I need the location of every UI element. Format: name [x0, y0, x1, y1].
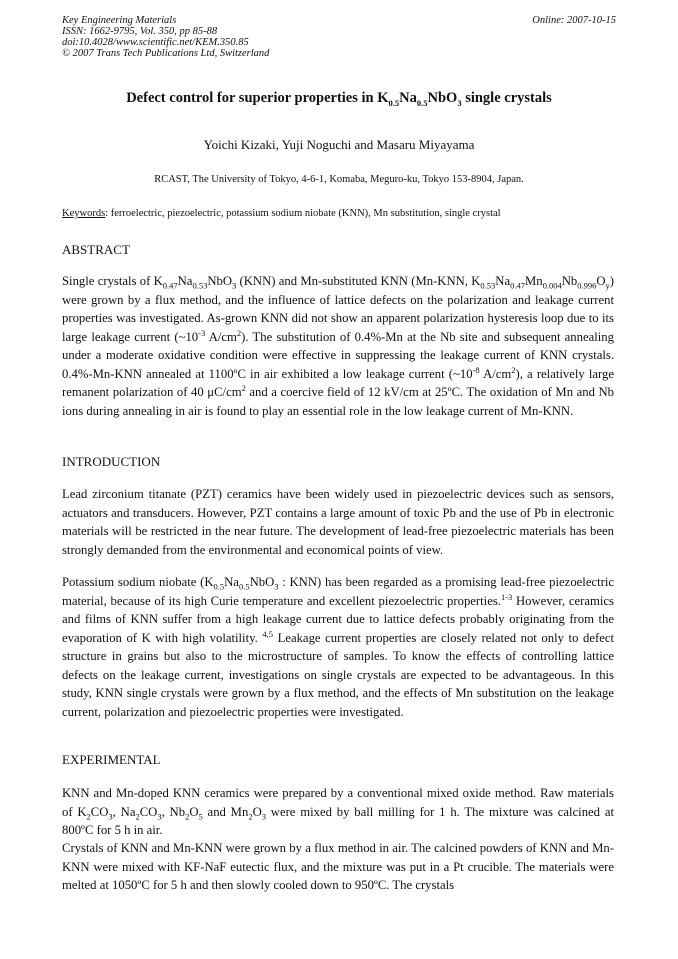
- experimental-paragraph-2: Crystals of KNN and Mn-KNN were grown by a flux method in air. The calcined powders of KNN and Mn-KNN were mixed with KF-NaF eutectic flux, and the mixture was put in a Pt crucible. The materials were melted at 1050ºC for 5 h and then slowly cooled down to 950ºC. The crystals: [62, 841, 614, 892]
- online-date: Online: 2007-10-15: [532, 15, 616, 26]
- keywords-line: [62, 208, 616, 219]
- paper-title: Defect control for superior properties in $K_{0.5}Na_{0.5}NbO_3$ single crystals: [126, 90, 552, 108]
- affiliation: RCAST, The University of Tokyo, 4-6-1, Komaba, Meguro-ku, Tokyo 153-8904, Japan.: [154, 174, 524, 185]
- abstract-paragraph: Single crystals of $K_{0.47}Na_{0.53}NbO_3$ (KNN) and Mn-substituted KNN (Mn-KNN, $K_{0.53}Na_{0.47}Mn_{0.004}Nb_{0.996}O_y$) were grown by a flux method, and the influence of lattice defects on the polarization and leakage current properties was investigated. As-grown KNN did not show an apparent polarization hysteresis loop due to its large leakage current ($\sim 10^{-3}$ $A/cm^2$). The substitution of 0.4%-Mn at the Nb site and subsequent annealing under a moderate oxidative condition were effective in suppressing the leakage current of KNN crystals. 0.4%-Mn-KNN annealed at 1100ºC in air exhibited a low leakage current ($\sim 10^{-8}$ $A/cm^2$), a relatively large remanent polarization of 40 $\mu C/cm^2$ and a coercive field of 12 kV/cm at 25ºC. The oxidation of Mn and Nb ions during annealing in air is found to play an essential role in the low leakage current of Mn-KNN.: [62, 274, 614, 418]
- journal-header: [62, 15, 616, 59]
- author-list: Yoichi Kizaki, Yuji Noguchi and Masaru Miyayama: [203, 137, 475, 152]
- doi-line: doi:10.4028/www.scientific.net/KEM.350.85: [62, 37, 249, 48]
- abstract-heading: ABSTRACT: [62, 242, 130, 257]
- experimental-paragraph-1: KNN and Mn-doped KNN ceramics were prepared by a conventional mixed oxide method. Raw materials of $K_2CO_3$, $Na_2CO_3$, $Nb_2O_5$ and $Mn_2O_3$ were mixed by ball milling for 1 h. The mixture was calcined at 800ºC for 5 h in air.: [62, 786, 614, 837]
- journal-name: Key Engineering Materials: [62, 15, 177, 26]
- introduction-heading: INTRODUCTION: [62, 454, 161, 469]
- keywords-label: Keywords: [62, 208, 106, 219]
- intro-paragraph-1: Lead zirconium titanate (PZT) ceramics have been widely used in piezoelectric devices such as sensors, actuators and transducers. However, PZT contains a large amount of toxic Pb and the use of Pb in electronic materials will be restricted in the near future. The development of lead-free piezoelectric materials has been strongly demanded from the environmental and economical points of view.: [62, 487, 614, 557]
- keywords-text: : ferroelectric, piezoelectric, potassium sodium niobate (KNN), Mn substitution, single crystal: [105, 208, 501, 219]
- copyright-line: © 2007 Trans Tech Publications Ltd, Switzerland: [62, 48, 270, 59]
- intro-paragraph-2: Potassium sodium niobate ($K_{0.5}Na_{0.5}NbO_3$ : KNN) has been regarded as a promising lead-free piezoelectric material, because of its high Curie temperature and excellent piezoelectric properties.$^{1-3}$ However, ceramics and films of KNN suffer from a high leakage current due to lattice defects probably originating from the evaporation of K with high volatility. $^{4,5}$ Leakage current properties are closely related not only to defect structure in grains but also to the microstructure of samples. To know the effects of controlling lattice defects on the leakage current, investigations on single crystals are expected to be advantageous. In this study, KNN single crystals were grown by a flux method, and the effects of Mn substitution on the leakage current, polarization and piezoelectric properties were investigated.: [62, 575, 614, 719]
- experimental-heading: EXPERIMENTAL: [62, 752, 161, 767]
- issn-line: ISSN: 1662-9795, Vol. 350, pp 85-88: [62, 26, 218, 37]
